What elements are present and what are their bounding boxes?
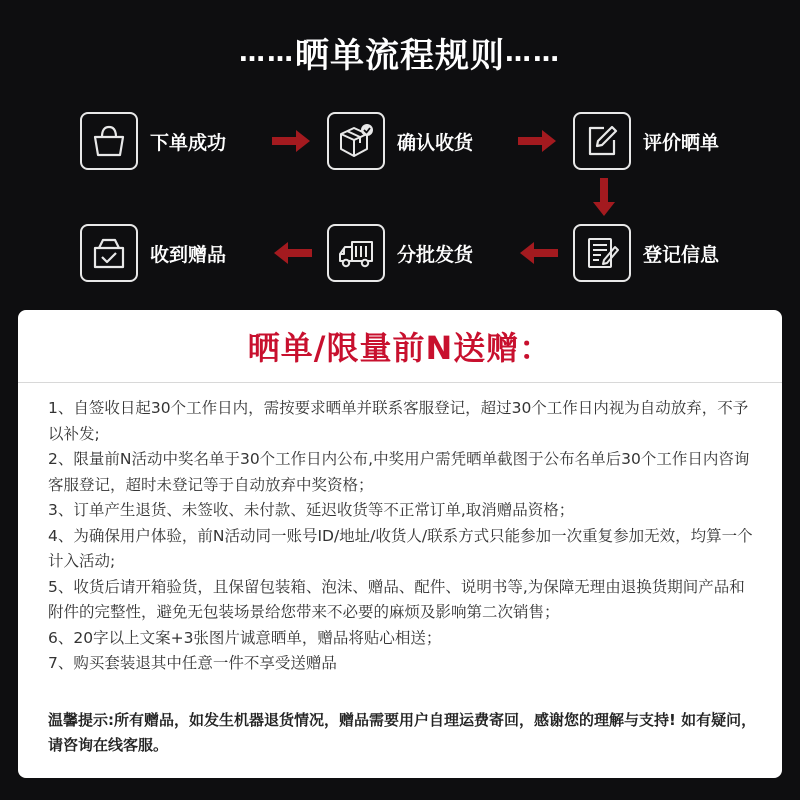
- step-label: 评价晒单: [643, 131, 720, 154]
- step-label: 登记信息: [643, 243, 720, 266]
- step-icon-box: [327, 224, 385, 282]
- clipboard-form-icon: [582, 233, 622, 273]
- rule-item: 1、自签收日起30个工作日内，需按要求晒单并联系客服登记，超过30个工作日内视为自动放弃，不予以补发;: [48, 399, 749, 443]
- rule-item: 3、订单产生退货、未签收、未付款、延迟收货等不正常订单,取消赠品资格；: [48, 501, 575, 519]
- step-icon-box: [573, 224, 631, 282]
- title-dots-left: ……: [239, 38, 295, 68]
- arrow-right-icon: [272, 128, 312, 154]
- title-dots-right: ……: [505, 38, 561, 68]
- page-title: [0, 28, 800, 77]
- delivery-truck-icon: [336, 233, 376, 273]
- step-label: 确认收货: [397, 131, 474, 154]
- arrow-down-icon: [591, 178, 617, 218]
- rules-card: [18, 310, 782, 778]
- rule-item: 5、收货后请开箱验货，且保留包装箱、泡沫、赠品、配件、说明书等,为保障无理由退换货期间产品和附件的完整性，避免无包装场景给您带来不必要的麻烦及影响第二次销售；: [48, 577, 745, 621]
- gift-box-check-icon: [89, 233, 129, 273]
- title-text: 晒单流程规则: [295, 36, 505, 76]
- arrow-left-icon: [272, 240, 312, 266]
- step-label: 收到赠品: [150, 243, 227, 266]
- warm-notice: 温馨提示:所有赠品，如发生机器退货情况，赠品需要用户自理运费寄回，感谢您的理解与支持! 如有疑问，请咨询在线客服。: [48, 711, 757, 754]
- step-icon-box: [573, 112, 631, 170]
- card-divider: [18, 382, 782, 383]
- package-check-icon: [336, 121, 376, 161]
- flow-step-confirm-receipt: [327, 110, 473, 172]
- flow-step-receive-gift: [80, 222, 226, 284]
- arrow-right-icon: [518, 128, 558, 154]
- step-label: 分批发货: [397, 243, 474, 266]
- rule-item: 2、限量前N活动中奖名单于30个工作日内公布,中奖用户需凭晒单截图于公布名单后30个工作日内咨询客服登记，超时未登记等于自动放弃中奖资格；: [48, 450, 750, 494]
- rule-item: 6、20字以上文案+3张图片诚意晒单，赠品将贴心相送；: [48, 628, 442, 647]
- arrow-left-icon: [518, 240, 558, 266]
- shopping-bag-icon: [89, 121, 129, 161]
- rule-item: 4、为确保用户体验，前N活动同一账号ID/地址/收货人/联系方式只能参加一次重复参加无效，均算一个计入活动;: [48, 526, 753, 570]
- rules-heading: 晒单/限量前N送赠：: [247, 329, 553, 367]
- step-icon-box: [327, 112, 385, 170]
- step-icon-box: [80, 224, 138, 282]
- step-label: 下单成功: [150, 131, 227, 154]
- step-icon-box: [80, 112, 138, 170]
- rule-item: 7、购买套装退其中任意一件不享受送赠品: [48, 654, 337, 672]
- flow-step-register-info: [573, 222, 719, 284]
- flow-step-review-share: [573, 110, 719, 172]
- flow-step-order-success: [80, 110, 226, 172]
- flow-step-batch-ship: [327, 222, 473, 284]
- edit-pen-icon: [582, 121, 622, 161]
- rules-list: [48, 396, 760, 677]
